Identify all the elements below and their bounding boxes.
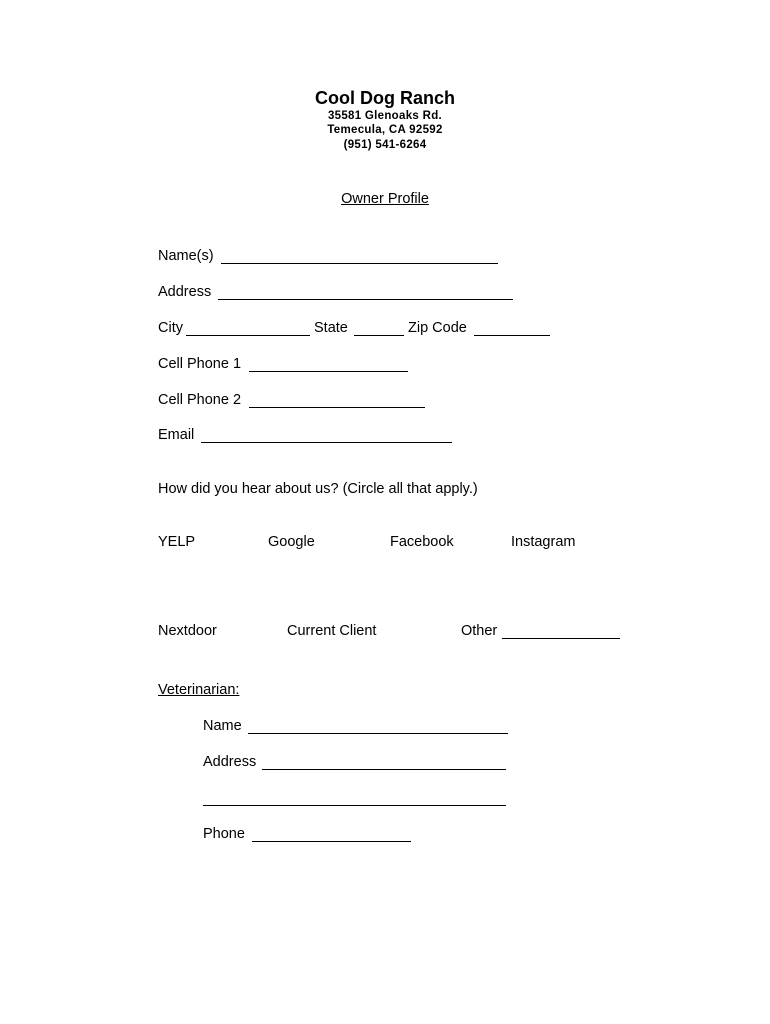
cell-phone-1-label: Cell Phone 1 [158,356,242,372]
business-street: 35581 Glenoaks Rd. [327,110,443,122]
business-phone: (951) 541-6264 [343,139,427,151]
zip-label: Zip Code [408,320,467,336]
email-label: Email [158,427,195,443]
state-label: State [314,320,348,336]
referral-option-nextdoor[interactable]: Nextdoor [158,623,217,639]
cell-phone-2-label: Cell Phone 2 [158,392,242,408]
business-name: Cool Dog Ranch [315,88,455,108]
vet-address-label: Address [203,754,257,770]
zip-field[interactable] [474,335,550,336]
referral-option-google[interactable]: Google [268,534,315,550]
business-city-line: Temecula, CA 92592 [327,124,443,136]
referral-option-other[interactable]: Other [461,623,498,639]
names-field[interactable] [221,263,498,264]
cell-phone-1-field[interactable] [249,371,408,372]
referral-other-field[interactable] [502,638,620,639]
vet-address-field-line-2[interactable] [203,805,506,806]
form-title: Owner Profile [341,191,429,207]
vet-phone-label: Phone [203,826,245,842]
names-label: Name(s) [158,248,214,264]
vet-address-field[interactable] [262,769,506,770]
cell-phone-2-field[interactable] [249,407,425,408]
email-field[interactable] [201,442,452,443]
referral-option-instagram[interactable]: Instagram [511,534,576,550]
vet-name-field[interactable] [248,733,508,734]
vet-name-label: Name [203,718,242,734]
referral-option-current-client[interactable]: Current Client [287,623,377,639]
address-label: Address [158,284,212,300]
state-field[interactable] [354,335,404,336]
veterinarian-heading: Veterinarian: [158,682,240,698]
city-label: City [158,320,183,336]
vet-phone-field[interactable] [252,841,411,842]
referral-option-yelp[interactable]: YELP [158,534,196,550]
city-field[interactable] [186,335,310,336]
referral-question: How did you hear about us? (Circle all that apply.) [158,481,478,497]
address-field[interactable] [218,299,513,300]
referral-option-facebook[interactable]: Facebook [390,534,454,550]
